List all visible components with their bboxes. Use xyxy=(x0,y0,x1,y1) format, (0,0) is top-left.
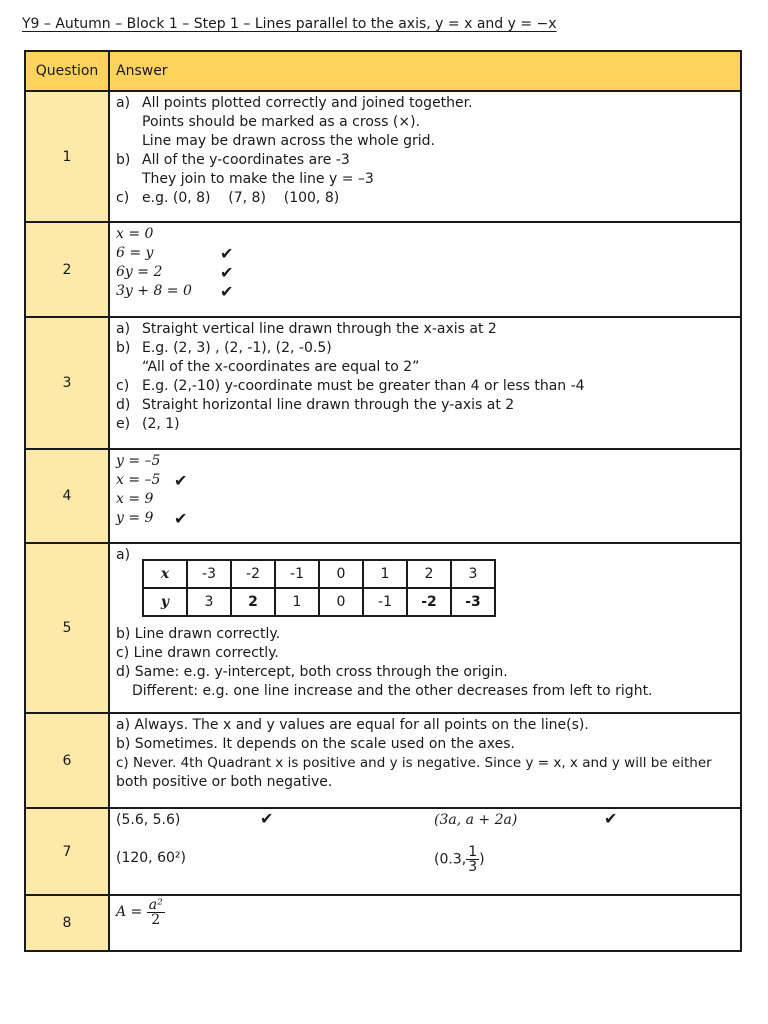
coordinate: (3a, a + 2a) xyxy=(434,812,518,828)
y-cell: 0 xyxy=(319,588,363,616)
equation: x = –5 xyxy=(116,472,161,488)
coordinate xyxy=(434,845,485,874)
part-label: e) xyxy=(116,416,131,432)
answer-text: They join to make the line y = –3 xyxy=(142,171,374,187)
y-cell: 2 xyxy=(231,588,275,616)
x-cell: -2 xyxy=(231,560,275,588)
page-title: Y9 – Autumn – Block 1 – Step 1 – Lines parallel to the axis, y = x and y = −x xyxy=(22,16,557,32)
equation: x = 9 xyxy=(116,491,154,507)
answer-text: All of the y-coordinates are -3 xyxy=(142,152,350,168)
question-number: 5 xyxy=(25,543,109,713)
y-cell: -2 xyxy=(407,588,451,616)
answer-text: Line may be drawn across the whole grid. xyxy=(142,133,435,149)
table-row-8 xyxy=(25,895,741,951)
x-cell: 3 xyxy=(451,560,495,588)
equation: y = –5 xyxy=(116,453,161,469)
coordinate-suffix: ) xyxy=(479,851,485,868)
answer-text: All points plotted correctly and joined together. xyxy=(142,95,473,111)
y-cell: 3 xyxy=(187,588,231,616)
x-cell: -3 xyxy=(187,560,231,588)
question-number: 3 xyxy=(25,317,109,449)
table-row-1 xyxy=(25,91,741,222)
answer-text: Straight vertical line drawn through the x-axis at 2 xyxy=(142,321,497,337)
answer-text: E.g. (2, 3) , (2, -1), (2, -0.5) xyxy=(142,340,332,356)
part-label: a) xyxy=(116,321,131,337)
answer-header: Answer xyxy=(109,51,741,91)
fraction xyxy=(466,845,479,874)
check-icon: ✔ xyxy=(220,282,234,301)
answer-text: Straight horizontal line drawn through the y-axis at 2 xyxy=(142,397,515,413)
part-label: a) xyxy=(116,547,131,563)
fraction-numerator: a² xyxy=(148,897,163,913)
equation: 6y = 2 xyxy=(116,264,163,280)
y-row xyxy=(143,588,495,616)
x-cell: 1 xyxy=(363,560,407,588)
check-icon: ✔ xyxy=(220,244,234,263)
question-number: 2 xyxy=(25,222,109,317)
answer-text: b) Line drawn correctly. xyxy=(116,626,281,642)
check-icon: ✔ xyxy=(174,471,188,490)
question-number: 7 xyxy=(25,808,109,895)
answer-text: “All of the x-coordinates are equal to 2” xyxy=(142,359,420,375)
answer-text: E.g. (2,-10) y-coordinate must be greater than 4 or less than -4 xyxy=(142,378,585,394)
equation: 3y + 8 = 0 xyxy=(116,283,192,299)
equation: 6 = y xyxy=(116,245,154,261)
answer-text: a) Always. The x and y values are equal for all points on the line(s). xyxy=(116,717,589,733)
formula-lhs: A = xyxy=(116,904,143,920)
table-row-5 xyxy=(25,543,741,713)
check-icon: ✔ xyxy=(260,809,274,828)
answer-table xyxy=(24,50,742,952)
equation: y = 9 xyxy=(116,510,154,526)
part-label: a) xyxy=(116,95,131,111)
coordinate: (120, 60²) xyxy=(116,850,186,866)
x-cell: 0 xyxy=(319,560,363,588)
answer-text: b) Sometimes. It depends on the scale used on the axes. xyxy=(116,736,515,752)
answer-text: c) Never. 4th Quadrant x is positive and y is negative. Since y = x, x and y will be either xyxy=(116,755,712,771)
answer-text: d) Same: e.g. y-intercept, both cross through the origin. xyxy=(116,664,508,680)
x-cell: 2 xyxy=(407,560,451,588)
table-row-3 xyxy=(25,317,741,449)
table-row-6 xyxy=(25,713,741,808)
coordinate-prefix: (0.3, xyxy=(434,851,467,868)
part-label: d) xyxy=(116,397,131,413)
table-row-7 xyxy=(25,808,741,895)
question-header: Question xyxy=(25,51,109,91)
question-number: 1 xyxy=(25,91,109,222)
fraction-numerator: 1 xyxy=(468,844,478,860)
check-icon: ✔ xyxy=(174,509,188,528)
answer-text: Points should be marked as a cross (×). xyxy=(142,114,421,130)
xy-table xyxy=(142,559,496,617)
y-cell: -3 xyxy=(451,588,495,616)
part-label: c) xyxy=(116,190,130,206)
question-number: 8 xyxy=(25,895,109,951)
formula-fraction xyxy=(147,898,165,927)
answer-text: c) Line drawn correctly. xyxy=(116,645,279,661)
table-header-row xyxy=(25,51,741,91)
fraction-denominator: 2 xyxy=(151,912,161,928)
question-number: 6 xyxy=(25,713,109,808)
answer-text: e.g. (0, 8) (7, 8) (100, 8) xyxy=(142,190,340,206)
fraction-denominator: 3 xyxy=(468,859,478,875)
check-icon: ✔ xyxy=(220,263,234,282)
question-number: 4 xyxy=(25,449,109,543)
y-cell: -1 xyxy=(363,588,407,616)
y-cell: 1 xyxy=(275,588,319,616)
answer-text: both positive or both negative. xyxy=(116,774,333,790)
part-label: c) xyxy=(116,378,130,394)
x-label: x xyxy=(143,560,187,588)
table-row-4 xyxy=(25,449,741,543)
answer-text: (2, 1) xyxy=(142,416,180,432)
table-row-2 xyxy=(25,222,741,317)
coordinate: (5.6, 5.6) xyxy=(116,812,181,828)
check-icon: ✔ xyxy=(604,809,618,828)
x-cell: -1 xyxy=(275,560,319,588)
part-label: b) xyxy=(116,340,131,356)
part-label: b) xyxy=(116,152,131,168)
equation: x = 0 xyxy=(116,226,154,242)
y-label: y xyxy=(143,588,187,616)
answer-text: Different: e.g. one line increase and the other decreases from left to right. xyxy=(132,683,653,699)
